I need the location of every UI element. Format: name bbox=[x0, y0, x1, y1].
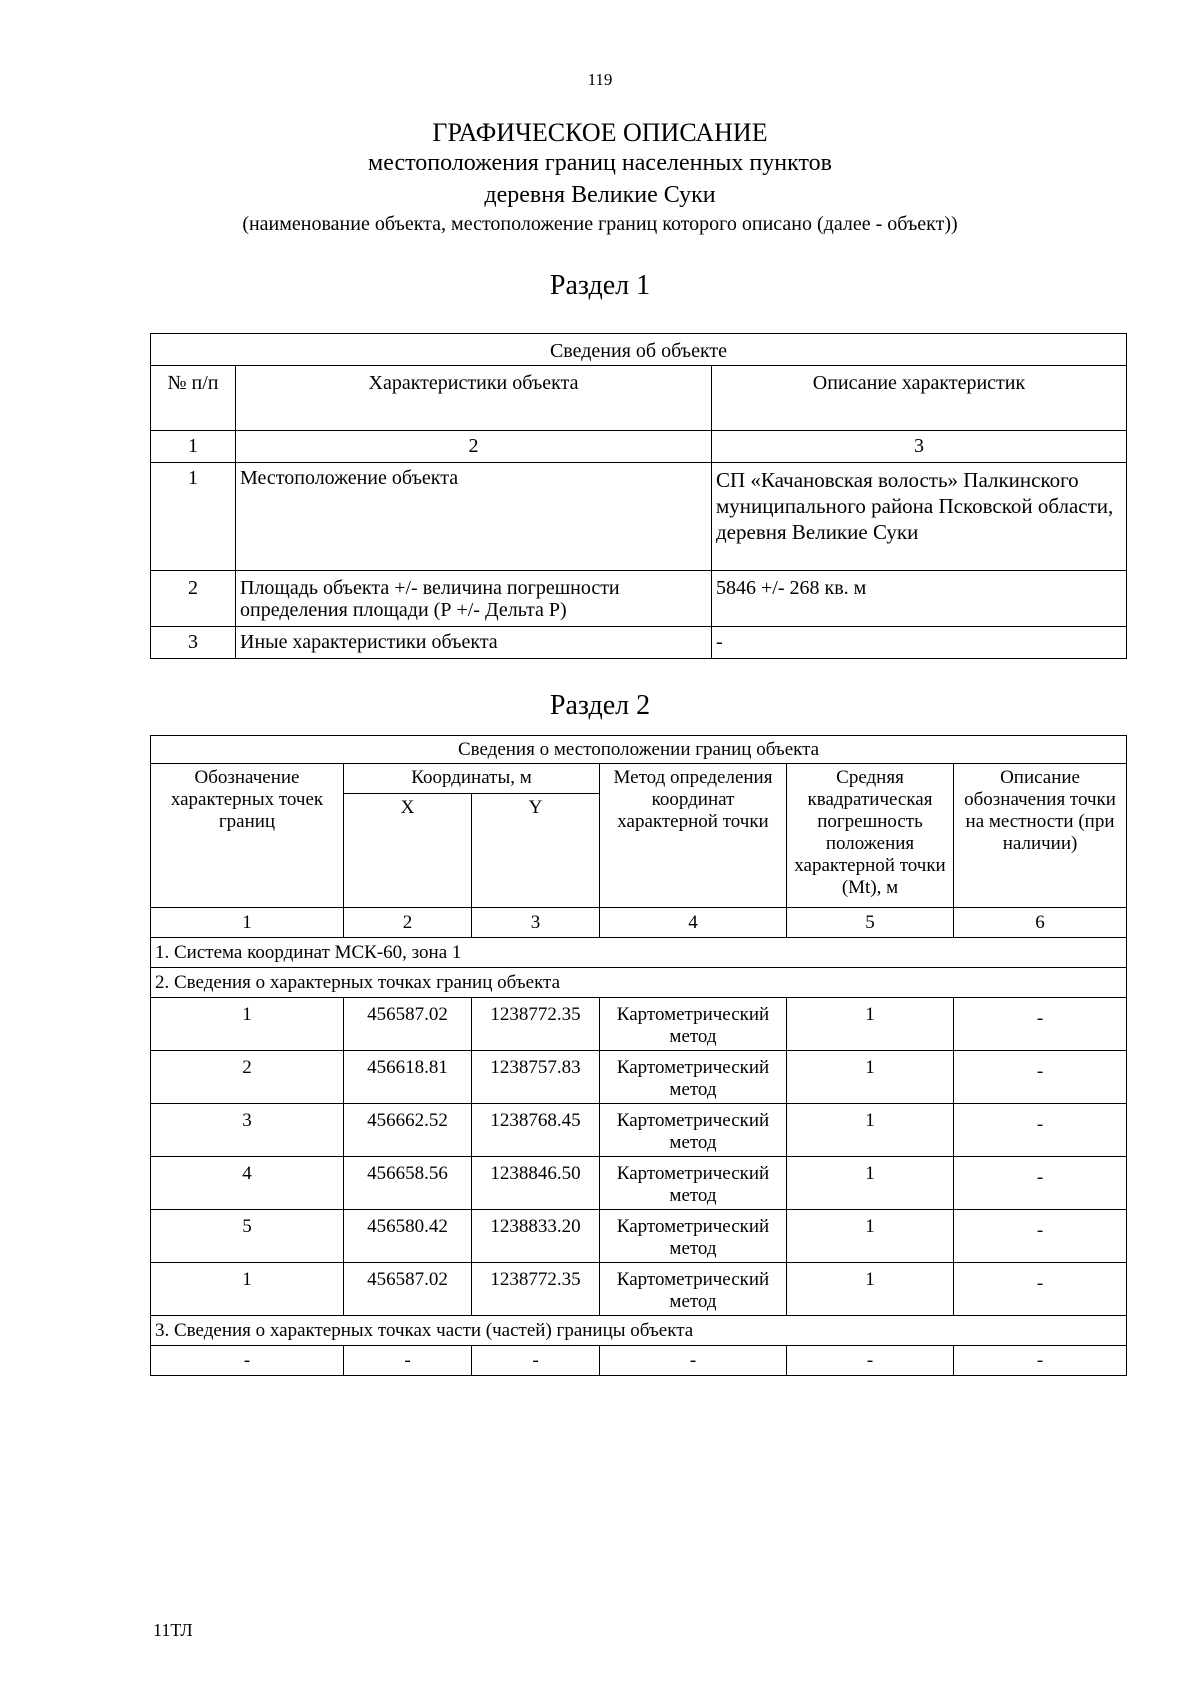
coord-y: 1238846.50 bbox=[472, 1157, 600, 1210]
section2-heading: Раздел 2 bbox=[549, 690, 651, 721]
table-row bbox=[151, 1104, 1127, 1157]
point-id: 1 bbox=[151, 998, 344, 1051]
coord-x: 456618.81 bbox=[344, 1051, 472, 1104]
document-subtitle: местоположения границ населенных пунктов bbox=[368, 150, 832, 176]
table-cell: - bbox=[472, 1346, 600, 1376]
row-number: 2 bbox=[151, 571, 236, 627]
method: Картометрический метод bbox=[600, 1157, 787, 1210]
mt-error: 1 bbox=[787, 998, 954, 1051]
table-row bbox=[151, 998, 1127, 1051]
row-number: 1 bbox=[151, 463, 236, 571]
table-cell: - bbox=[787, 1346, 954, 1376]
object-name-caption: (наименование объекта, местоположение границ которого описано (далее - объект)) bbox=[242, 213, 958, 235]
table-cell: - bbox=[344, 1346, 472, 1376]
page-number: 119 bbox=[587, 70, 613, 89]
coord-y: 1238772.35 bbox=[472, 998, 600, 1051]
column-number: 4 bbox=[600, 908, 787, 938]
column-header: X bbox=[344, 794, 472, 908]
point-description: - bbox=[954, 1263, 1127, 1316]
table-row bbox=[151, 1157, 1127, 1210]
table-row bbox=[151, 1210, 1127, 1263]
method: Картометрический метод bbox=[600, 998, 787, 1051]
method: Картометрический метод bbox=[600, 1263, 787, 1316]
point-description: - bbox=[954, 1210, 1127, 1263]
boundary-coordinates-table bbox=[150, 735, 1127, 1376]
column-header: Метод определения координат характерной точки bbox=[600, 764, 787, 908]
table-cell: - bbox=[954, 1346, 1127, 1376]
mt-error: 1 bbox=[787, 1157, 954, 1210]
column-number: 3 bbox=[712, 431, 1127, 463]
coord-y: 1238757.83 bbox=[472, 1051, 600, 1104]
method: Картометрический метод bbox=[600, 1104, 787, 1157]
column-number: 5 bbox=[787, 908, 954, 938]
point-description: - bbox=[954, 1104, 1127, 1157]
coord-y: 1238833.20 bbox=[472, 1210, 600, 1263]
parts-section-title: 3. Сведения о характерных точках части (частей) границы объекта bbox=[151, 1316, 1127, 1346]
table-row bbox=[151, 1346, 1127, 1376]
point-id: 4 bbox=[151, 1157, 344, 1210]
column-header: Координаты, м bbox=[344, 764, 600, 794]
table-cell: - bbox=[151, 1346, 344, 1376]
point-id: 5 bbox=[151, 1210, 344, 1263]
characteristic-value: - bbox=[712, 627, 1127, 659]
column-number: 2 bbox=[344, 908, 472, 938]
column-header: Характеристики объекта bbox=[236, 366, 712, 431]
column-header: Описание обозначения точки на местности (при наличии) bbox=[954, 764, 1127, 908]
point-description: - bbox=[954, 1051, 1127, 1104]
column-number: 6 bbox=[954, 908, 1127, 938]
table-row bbox=[151, 463, 1127, 571]
point-id: 3 bbox=[151, 1104, 344, 1157]
table-title: Сведения о местоположении границ объекта bbox=[151, 736, 1127, 764]
characteristic-name: Площадь объекта +/- величина погрешности определения площади (Р +/- Дельта Р) bbox=[236, 571, 712, 627]
column-header: Обозначение характерных точек границ bbox=[151, 764, 344, 908]
mt-error: 1 bbox=[787, 1263, 954, 1316]
point-description: - bbox=[954, 1157, 1127, 1210]
coordinate-system: 1. Система координат МСК-60, зона 1 bbox=[151, 938, 1127, 968]
coord-y: 1238772.35 bbox=[472, 1263, 600, 1316]
coord-x: 456587.02 bbox=[344, 1263, 472, 1316]
table-title: Сведения об объекте bbox=[151, 334, 1127, 366]
document-title: ГРАФИЧЕСКОЕ ОПИСАНИЕ bbox=[432, 118, 768, 147]
table-row bbox=[151, 1051, 1127, 1104]
coord-x: 456580.42 bbox=[344, 1210, 472, 1263]
column-number: 2 bbox=[236, 431, 712, 463]
characteristic-name: Иные характеристики объекта bbox=[236, 627, 712, 659]
column-number: 1 bbox=[151, 908, 344, 938]
method: Картометрический метод bbox=[600, 1051, 787, 1104]
section1-heading: Раздел 1 bbox=[549, 270, 651, 301]
coord-x: 456662.52 bbox=[344, 1104, 472, 1157]
method: Картометрический метод bbox=[600, 1210, 787, 1263]
mt-error: 1 bbox=[787, 1210, 954, 1263]
object-name: деревня Великие Суки bbox=[484, 182, 716, 208]
coord-x: 456587.02 bbox=[344, 998, 472, 1051]
characteristic-value: 5846 +/- 268 кв. м bbox=[712, 571, 1127, 627]
footer-code: 11ТЛ bbox=[153, 1620, 193, 1640]
point-id: 2 bbox=[151, 1051, 344, 1104]
column-header: Y bbox=[472, 794, 600, 908]
mt-error: 1 bbox=[787, 1051, 954, 1104]
row-number: 3 bbox=[151, 627, 236, 659]
column-header: Описание характеристик bbox=[712, 366, 1127, 431]
column-header: Средняя квадратическая погрешность положения характерной точки (Mt), м bbox=[787, 764, 954, 908]
point-description: - bbox=[954, 998, 1127, 1051]
coord-x: 456658.56 bbox=[344, 1157, 472, 1210]
table-row bbox=[151, 1263, 1127, 1316]
column-number: 3 bbox=[472, 908, 600, 938]
mt-error: 1 bbox=[787, 1104, 954, 1157]
characteristic-name: Местоположение объекта bbox=[236, 463, 712, 571]
characteristic-value: СП «Качановская волость» Палкинского муниципального района Псковской области, деревня Великие Суки bbox=[712, 463, 1127, 571]
column-number: 1 bbox=[151, 431, 236, 463]
coord-y: 1238768.45 bbox=[472, 1104, 600, 1157]
table-row bbox=[151, 571, 1127, 627]
object-info-table bbox=[150, 333, 1127, 659]
points-section-title: 2. Сведения о характерных точках границ объекта bbox=[151, 968, 1127, 998]
table-cell: - bbox=[600, 1346, 787, 1376]
point-id: 1 bbox=[151, 1263, 344, 1316]
column-header: № п/п bbox=[151, 366, 236, 431]
table-row bbox=[151, 627, 1127, 659]
